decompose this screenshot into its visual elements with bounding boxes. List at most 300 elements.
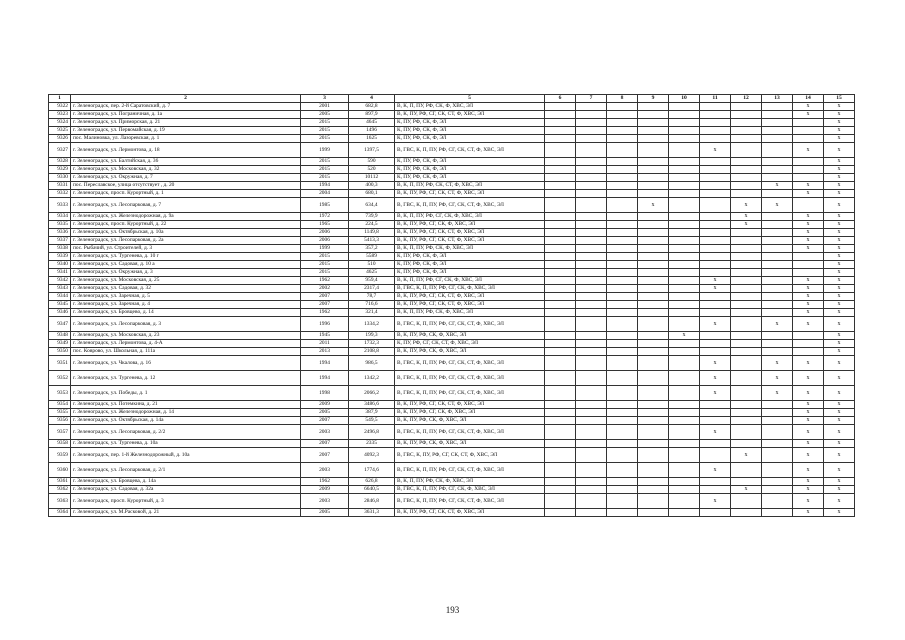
address-cell: г. Зеленоградск, ул. Чкалова, д. 16: [71, 356, 301, 371]
year-cell: 2005: [301, 111, 349, 119]
utilities-cell: В, К, ПУ, РФ, СГ, СК, СТ, Ф, ХВС, ЭЛ: [395, 301, 545, 309]
utilities-cell: К, ПУ, РФ, СК, Ф, ЭЛ: [395, 119, 545, 127]
mark-cell: [576, 356, 607, 371]
column-header: 12: [731, 95, 762, 103]
column-header: 14: [793, 95, 824, 103]
mark-cell: [545, 301, 576, 309]
mark-cell: [638, 277, 669, 285]
mark-cell: [731, 245, 762, 253]
row-number: 9360: [49, 463, 71, 478]
mark-cell: x: [824, 386, 855, 401]
mark-cell: x: [824, 293, 855, 301]
mark-cell: x: [824, 269, 855, 277]
mark-cell: x: [824, 401, 855, 409]
address-cell: г. Зеленоградск, ул. М.Расковой, д. 21: [71, 509, 301, 517]
table-row: [49, 269, 855, 277]
mark-cell: [731, 135, 762, 143]
mark-cell: [607, 182, 638, 190]
area-cell: 2317,4: [349, 285, 395, 293]
year-cell: 2015: [301, 174, 349, 182]
address-cell: г. Зеленоградск, ул. Лесопарковая, д. 2а: [71, 237, 301, 245]
mark-cell: [793, 332, 824, 340]
address-cell: пос. Переславское, улица отсутствует , д. 20: [71, 182, 301, 190]
mark-cell: x: [793, 143, 824, 158]
column-header: 10: [669, 95, 700, 103]
mark-cell: [607, 190, 638, 198]
table-row: [49, 356, 855, 371]
mark-cell: [545, 190, 576, 198]
mark-cell: x: [824, 509, 855, 517]
mark-cell: [700, 103, 731, 111]
mark-cell: [576, 119, 607, 127]
mark-cell: x: [700, 425, 731, 440]
mark-cell: [638, 245, 669, 253]
mark-cell: [576, 386, 607, 401]
table-row: [49, 261, 855, 269]
mark-cell: [700, 253, 731, 261]
mark-cell: [700, 127, 731, 135]
year-cell: 2015: [301, 261, 349, 269]
row-number: 9340: [49, 261, 71, 269]
area-cell: 897,9: [349, 111, 395, 119]
area-cell: 590: [349, 158, 395, 166]
area-cell: 2496,8: [349, 425, 395, 440]
mark-cell: [638, 127, 669, 135]
table-body: [49, 103, 855, 517]
table-row: [49, 237, 855, 245]
page-number: 193: [445, 605, 460, 615]
mark-cell: [576, 348, 607, 356]
address-cell: г. Зеленоградск, ул. Победы, д. 1: [71, 386, 301, 401]
mark-cell: [607, 301, 638, 309]
mark-cell: [638, 269, 669, 277]
mark-cell: x: [824, 409, 855, 417]
address-cell: пос. Рыбачий, ул. Строителей, д. 3: [71, 245, 301, 253]
mark-cell: [700, 229, 731, 237]
mark-cell: [669, 174, 700, 182]
address-cell: г. Зеленоградск, ул. Потемкина, д. 21: [71, 401, 301, 409]
mark-cell: [762, 135, 793, 143]
mark-cell: [669, 401, 700, 409]
column-header: 4: [349, 95, 395, 103]
mark-cell: [638, 348, 669, 356]
mark-cell: x: [793, 417, 824, 425]
address-cell: г. Зеленоградск, ул. Лермонтова, д. 4-А: [71, 340, 301, 348]
mark-cell: [700, 448, 731, 463]
mark-cell: x: [824, 463, 855, 478]
mark-cell: x: [762, 317, 793, 332]
mark-cell: [700, 440, 731, 448]
address-cell: г. Зеленоградск, ул. Московская, д. 23: [71, 332, 301, 340]
mark-cell: [576, 486, 607, 494]
mark-cell: [762, 425, 793, 440]
mark-cell: [731, 166, 762, 174]
mark-cell: [576, 229, 607, 237]
mark-cell: [576, 213, 607, 221]
area-cell: 1625: [349, 135, 395, 143]
year-cell: 2015: [301, 253, 349, 261]
mark-cell: [576, 317, 607, 332]
mark-cell: [731, 237, 762, 245]
mark-cell: [700, 119, 731, 127]
mark-cell: x: [824, 182, 855, 190]
mark-cell: [545, 371, 576, 386]
mark-cell: [669, 198, 700, 213]
mark-cell: x: [824, 332, 855, 340]
mark-cell: [545, 237, 576, 245]
mark-cell: [576, 198, 607, 213]
mark-cell: x: [824, 166, 855, 174]
mark-cell: x: [762, 386, 793, 401]
mark-cell: [762, 417, 793, 425]
column-header: 2: [71, 95, 301, 103]
area-cell: 520: [349, 166, 395, 174]
year-cell: 1998: [301, 386, 349, 401]
table-row: [49, 448, 855, 463]
year-cell: 2005: [301, 509, 349, 517]
area-cell: 1149,8: [349, 229, 395, 237]
mark-cell: x: [824, 103, 855, 111]
table-row: [49, 174, 855, 182]
table-row: [49, 440, 855, 448]
year-cell: 2007: [301, 448, 349, 463]
area-cell: 1496: [349, 127, 395, 135]
column-header: 1: [49, 95, 71, 103]
area-cell: 1342,2: [349, 371, 395, 386]
utilities-cell: В, К, ПУ, РФ, СК, Ф, ХВС, ЭЛ: [395, 417, 545, 425]
mark-cell: [700, 174, 731, 182]
mark-cell: x: [824, 309, 855, 317]
mark-cell: [545, 486, 576, 494]
mark-cell: [669, 417, 700, 425]
mark-cell: [638, 229, 669, 237]
mark-cell: [762, 221, 793, 229]
column-header: 15: [824, 95, 855, 103]
mark-cell: [607, 174, 638, 182]
row-number: 9355: [49, 409, 71, 417]
row-number: 9363: [49, 494, 71, 509]
mark-cell: [607, 348, 638, 356]
column-header: 5: [395, 95, 545, 103]
mark-cell: [700, 245, 731, 253]
mark-cell: x: [824, 245, 855, 253]
mark-cell: [669, 293, 700, 301]
mark-cell: [576, 221, 607, 229]
table-row: [49, 127, 855, 135]
row-number: 9327: [49, 143, 71, 158]
mark-cell: [793, 198, 824, 213]
mark-cell: [607, 237, 638, 245]
row-number: 9361: [49, 478, 71, 486]
mark-cell: [576, 190, 607, 198]
mark-cell: [576, 401, 607, 409]
mark-cell: [793, 119, 824, 127]
address-cell: г. Зеленоградск, ул. Заречная, д. 4: [71, 301, 301, 309]
address-cell: г. Зеленоградск, пер. 1-й Железнодорожный, д. 10а: [71, 448, 301, 463]
mark-cell: [731, 253, 762, 261]
mark-cell: [576, 332, 607, 340]
utilities-cell: В, ГВС, К, П, ПУ, РФ, СГ, СК, СТ, Ф, ХВС, ЭЛ: [395, 198, 545, 213]
mark-cell: [669, 478, 700, 486]
mark-cell: [669, 317, 700, 332]
mark-cell: [545, 261, 576, 269]
header-row: [49, 95, 855, 103]
mark-cell: x: [793, 463, 824, 478]
year-cell: 2007: [301, 301, 349, 309]
mark-cell: [669, 309, 700, 317]
mark-cell: [731, 409, 762, 417]
utilities-cell: В, ГВС, К, П, ПУ, РФ, СГ, СК, СТ, Ф, ХВС, ЭЛ: [395, 356, 545, 371]
area-cell: 2066,2: [349, 386, 395, 401]
table-row: [49, 348, 855, 356]
mark-cell: [762, 269, 793, 277]
mark-cell: x: [824, 277, 855, 285]
area-cell: 986,5: [349, 356, 395, 371]
mark-cell: x: [793, 371, 824, 386]
mark-cell: [576, 309, 607, 317]
table-row: [49, 371, 855, 386]
year-cell: 2003: [301, 425, 349, 440]
mark-cell: [731, 127, 762, 135]
mark-cell: [607, 285, 638, 293]
mark-cell: x: [762, 356, 793, 371]
mark-cell: [607, 111, 638, 119]
area-cell: 224,5: [349, 221, 395, 229]
mark-cell: [607, 417, 638, 425]
mark-cell: [638, 301, 669, 309]
mark-cell: [638, 509, 669, 517]
mark-cell: [638, 103, 669, 111]
mark-cell: [576, 285, 607, 293]
mark-cell: [669, 166, 700, 174]
mark-cell: [607, 386, 638, 401]
mark-cell: [545, 174, 576, 182]
year-cell: 1945: [301, 332, 349, 340]
area-cell: 199,3: [349, 332, 395, 340]
mark-cell: [607, 245, 638, 253]
row-number: 9357: [49, 425, 71, 440]
mark-cell: [576, 301, 607, 309]
table-row: [49, 111, 855, 119]
row-number: 9359: [49, 448, 71, 463]
mark-cell: [669, 182, 700, 190]
address-cell: г. Зеленоградск, ул. Садовая, д. 32а: [71, 486, 301, 494]
row-number: 9354: [49, 401, 71, 409]
mark-cell: [669, 494, 700, 509]
mark-cell: [545, 166, 576, 174]
mark-cell: [700, 509, 731, 517]
mark-cell: [762, 103, 793, 111]
mark-cell: x: [824, 285, 855, 293]
row-number: 9336: [49, 229, 71, 237]
mark-cell: [700, 293, 731, 301]
mark-cell: [669, 285, 700, 293]
utilities-cell: К, ПУ, РФ, СК, Ф, ЭЛ: [395, 174, 545, 182]
mark-cell: [762, 463, 793, 478]
mark-cell: [793, 166, 824, 174]
mark-cell: [762, 494, 793, 509]
area-cell: 357,2: [349, 245, 395, 253]
row-number: 9343: [49, 285, 71, 293]
mark-cell: [793, 135, 824, 143]
mark-cell: [545, 253, 576, 261]
utilities-cell: В, К, П, ПУ, РФ, СК, Ф, ХВС, ЭЛ: [395, 103, 545, 111]
table-row: [49, 425, 855, 440]
mark-cell: [607, 293, 638, 301]
mark-cell: [607, 340, 638, 348]
utilities-cell: В, К, П, ПУ, РФ, СК, Ф, ХВС, ЭЛ: [395, 478, 545, 486]
mark-cell: x: [824, 174, 855, 182]
table-row: [49, 182, 855, 190]
year-cell: 2009: [301, 486, 349, 494]
utilities-cell: В, ГВС, К, П, ПУ, РФ, СГ, СК, СТ, Ф, ХВС, ЭЛ: [395, 425, 545, 440]
year-cell: 1994: [301, 182, 349, 190]
area-cell: 1334,2: [349, 317, 395, 332]
utilities-cell: В, К, ПУ, РФ, СГ, СК, СТ, Ф, ХВС, ЭЛ: [395, 237, 545, 245]
mark-cell: [638, 486, 669, 494]
year-cell: 2007: [301, 293, 349, 301]
mark-cell: [607, 135, 638, 143]
area-cell: 3631,3: [349, 509, 395, 517]
year-cell: 2007: [301, 417, 349, 425]
mark-cell: x: [824, 143, 855, 158]
mark-cell: [638, 317, 669, 332]
column-header: 8: [607, 95, 638, 103]
year-cell: 2001: [301, 103, 349, 111]
mark-cell: [638, 221, 669, 229]
mark-cell: [607, 486, 638, 494]
table-row: [49, 340, 855, 348]
row-number: 9334: [49, 213, 71, 221]
year-cell: 1994: [301, 356, 349, 371]
table-row: [49, 301, 855, 309]
mark-cell: [793, 174, 824, 182]
mark-cell: [638, 293, 669, 301]
mark-cell: [576, 127, 607, 135]
mark-cell: x: [700, 277, 731, 285]
mark-cell: [638, 371, 669, 386]
mark-cell: [638, 166, 669, 174]
address-cell: г. Зеленоградск, ул. Садовая, д. 32: [71, 285, 301, 293]
table-row: [49, 229, 855, 237]
year-cell: 2015: [301, 127, 349, 135]
mark-cell: [669, 269, 700, 277]
utilities-cell: В, ГВС, К, П, ПУ, РФ, СГ, СК, СТ, Ф, ХВС, ЭЛ: [395, 317, 545, 332]
mark-cell: [638, 409, 669, 417]
column-header: 7: [576, 95, 607, 103]
mark-cell: [762, 143, 793, 158]
utilities-cell: В, К, П, ПУ, РФ, СК, Ф, ХВС, ЭЛ: [395, 245, 545, 253]
mark-cell: [545, 417, 576, 425]
address-cell: г. Зеленоградск, ул. Бровцева, д. 14а: [71, 478, 301, 486]
row-number: 9322: [49, 103, 71, 111]
mark-cell: [762, 448, 793, 463]
mark-cell: x: [793, 221, 824, 229]
table-row: [49, 386, 855, 401]
mark-cell: [669, 371, 700, 386]
year-cell: 1999: [301, 245, 349, 253]
mark-cell: [607, 509, 638, 517]
mark-cell: [576, 463, 607, 478]
mark-cell: x: [824, 448, 855, 463]
mark-cell: x: [824, 190, 855, 198]
column-header: 11: [700, 95, 731, 103]
area-cell: 400,3: [349, 182, 395, 190]
row-number: 9328: [49, 158, 71, 166]
mark-cell: x: [824, 111, 855, 119]
year-cell: 2015: [301, 269, 349, 277]
mark-cell: [669, 261, 700, 269]
year-cell: 2006: [301, 229, 349, 237]
mark-cell: x: [824, 135, 855, 143]
mark-cell: [576, 494, 607, 509]
row-number: 9329: [49, 166, 71, 174]
mark-cell: [731, 309, 762, 317]
address-cell: г. Зеленоградск, ул. Лесопарковая, д. 3: [71, 317, 301, 332]
table-row: [49, 494, 855, 509]
mark-cell: [576, 425, 607, 440]
mark-cell: x: [731, 448, 762, 463]
mark-cell: [638, 143, 669, 158]
row-number: 9364: [49, 509, 71, 517]
address-cell: г. Зеленоградск, ул. Лесопарковая, д. 2/2: [71, 425, 301, 440]
mark-cell: [607, 356, 638, 371]
area-cell: 510: [349, 261, 395, 269]
mark-cell: [545, 463, 576, 478]
utilities-cell: В, К, ПУ, РФ, СГ, СК, СТ, Ф, ХВС, ЭЛ: [395, 509, 545, 517]
mark-cell: [762, 158, 793, 166]
row-number: 9325: [49, 127, 71, 135]
address-cell: г. Зеленоградск, ул. Окружная, д. 7: [71, 174, 301, 182]
mark-cell: x: [762, 371, 793, 386]
address-cell: г. Зеленоградск, ул. Лесопарковая, д. 7: [71, 198, 301, 213]
area-cell: 5589: [349, 253, 395, 261]
address-cell: г. Зеленоградск, ул. Приморская, д. 21: [71, 119, 301, 127]
area-cell: 959,4: [349, 277, 395, 285]
mark-cell: [700, 221, 731, 229]
mark-cell: [607, 269, 638, 277]
mark-cell: x: [700, 494, 731, 509]
mark-cell: [700, 401, 731, 409]
utilities-cell: В, К, ПУ, РФ, СГ, СК, Ф, ХВС, ЭЛ: [395, 221, 545, 229]
mark-cell: [607, 143, 638, 158]
mark-cell: x: [793, 478, 824, 486]
area-cell: 10112: [349, 174, 395, 182]
utilities-cell: В, К, ПУ, РФ, СГ, СК, СТ, Ф, ХВС, ЭЛ: [395, 229, 545, 237]
mark-cell: [669, 119, 700, 127]
mark-cell: [607, 261, 638, 269]
address-cell: г. Зеленоградск, ул. Тургенева, д. 10 г: [71, 253, 301, 261]
mark-cell: [607, 277, 638, 285]
mark-cell: [545, 332, 576, 340]
mark-cell: [607, 463, 638, 478]
address-cell: г. Зеленоградск, ул. Октябрьская, д. 10а: [71, 229, 301, 237]
mark-cell: [762, 348, 793, 356]
table-row: [49, 401, 855, 409]
mark-cell: [731, 478, 762, 486]
row-number: 9324: [49, 119, 71, 127]
mark-cell: [700, 348, 731, 356]
year-cell: 2003: [301, 463, 349, 478]
year-cell: 2002: [301, 285, 349, 293]
mark-cell: x: [793, 509, 824, 517]
mark-cell: x: [824, 261, 855, 269]
utilities-cell: В, К, ПУ, РФ, СГ, СК, СТ, Ф, ХВС, ЭЛ: [395, 111, 545, 119]
mark-cell: [576, 253, 607, 261]
mark-cell: [731, 277, 762, 285]
year-cell: 1962: [301, 478, 349, 486]
mark-cell: x: [700, 317, 731, 332]
